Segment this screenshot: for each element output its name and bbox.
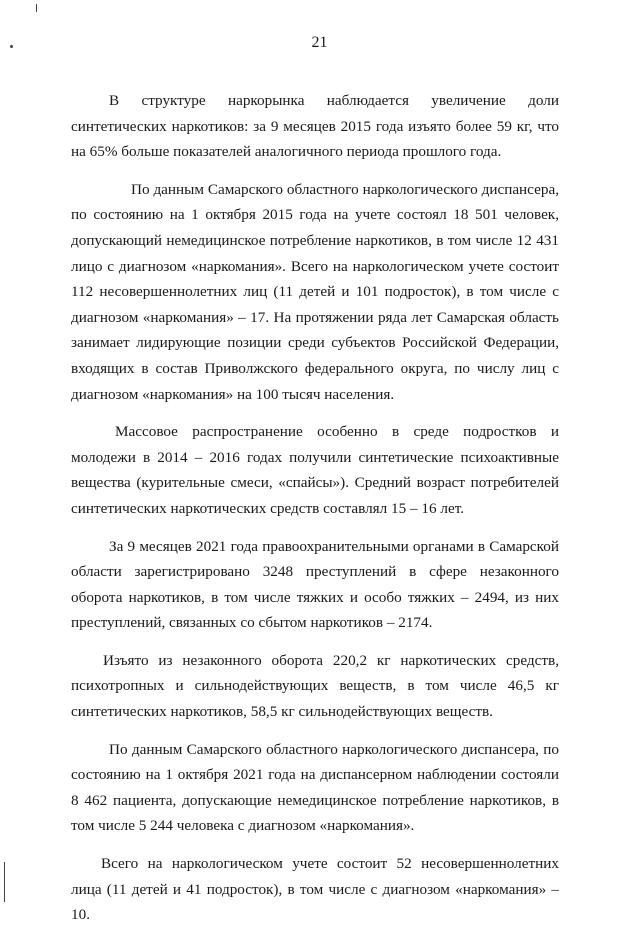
paragraph: Массовое распространение особенно в среде подростков и молодежи в 2014 – 2016 годах получили синтетические психоактивные вещества (курительные смеси, «спайсы»). Средний возраст потребителей синтетических наркотических средств составлял 15 – 16 лет. — [71, 423, 559, 517]
scan-mark — [36, 4, 37, 12]
paragraph: В структуре наркорынка наблюдается увеличение доли синтетических наркотиков: за 9 месяцев 2015 года изъято более 59 кг, что на 65% больше показателей аналогичного периода прошлого года. — [71, 92, 559, 161]
paragraph: За 9 месяцев 2021 года правоохранительными органами в Самарской области зарегистрировано 3248 преступлений в сфере незаконного оборота наркотиков, в том числе тяжких и особо тяжких – 2494, из них преступлений, связанных со сбытом наркотиков – 2174. — [71, 537, 559, 632]
paragraph: Изъято из незаконного оборота 220,2 кг наркотических средств, психотропных и сильнодействующих веществ, в том числе 46,5 кг синтетических наркотиков, 58,5 кг сильнодействующих веществ. — [71, 651, 559, 721]
paragraph: Всего на наркологическом учете состоит 52 несовершеннолетних лица (11 детей и 41 подросток), в том числе с диагнозом «наркомания» – 10. — [71, 855, 559, 924]
document-body — [71, 88, 559, 940]
paragraph: По данным Самарского областного наркологического диспансера, по состоянию на 1 октября 2015 года на учете состоял 18 501 человек, допускающий немедицинское потребление наркотиков, в том числе 12 431 лицо с диагнозом «наркомания». Всего на наркологическом учете состоит 112 несовершеннолетних лиц (11 детей и 101 подросток), в том числе с диагнозом «наркомания» – 17. На протяжении ряда лет Самарская область занимает лидирующие позиции среди субъектов Российской Федерации, входящих в состав Приволжского федерального округа, по числу лиц с диагнозом «наркомания» на 100 тысяч населения. — [71, 180, 559, 403]
page-number: 21 — [311, 34, 328, 51]
paragraph: По данным Самарского областного наркологического диспансера, по состоянию на 1 октября 2021 года на диспансерном наблюдении состояли 8 462 пациента, допускающие немедицинское потребление наркотиков, в том числе 5 244 человека с диагнозом «наркомания». — [71, 740, 559, 835]
scan-edge-mark — [4, 862, 5, 902]
